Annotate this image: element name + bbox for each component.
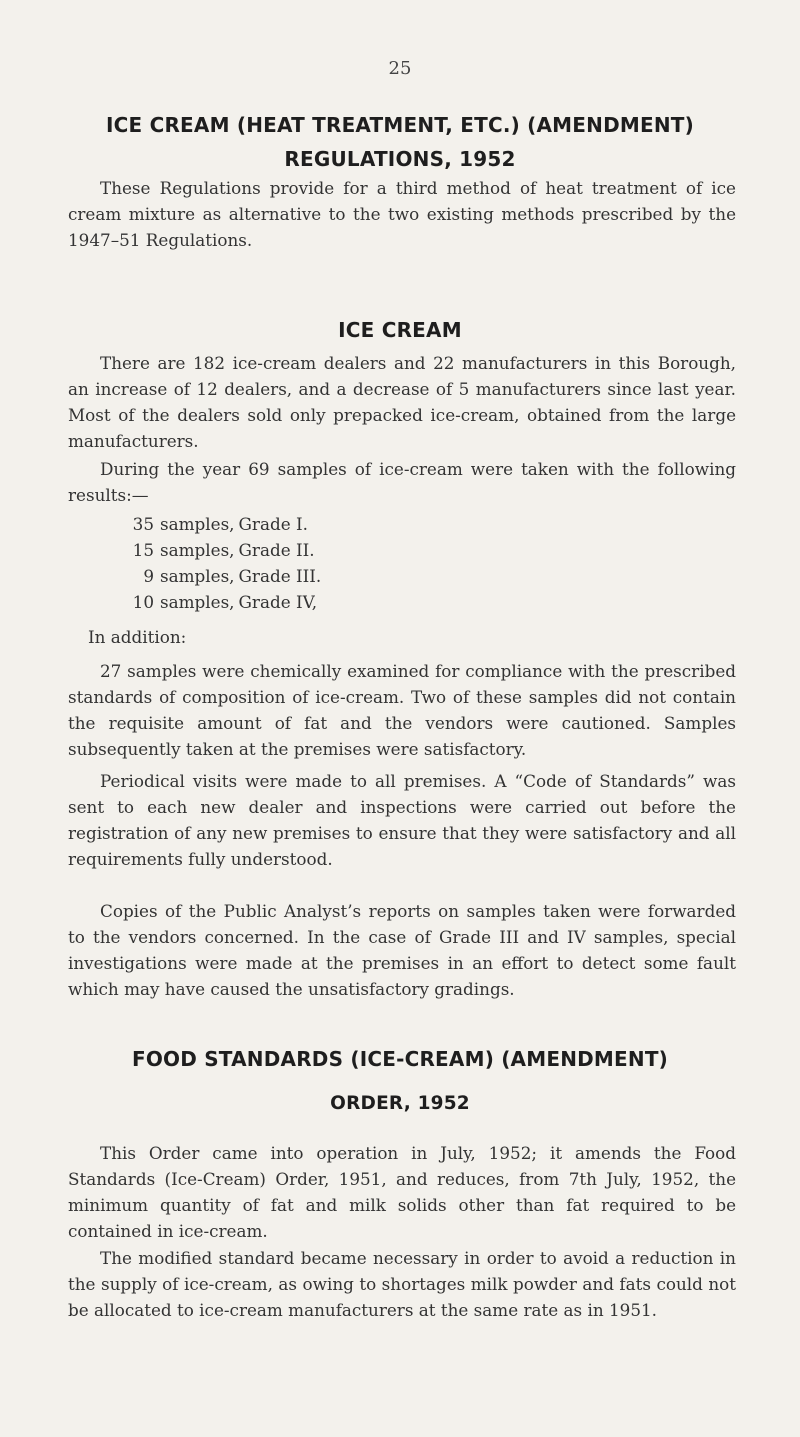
section2-paragraph4: Periodical visits were made to all premises. A “Code of Standards” was sent to each new dealer and inspections were carried out before the registration of any new premises to ensure that they were satisfactory and all requirements fully understood. (68, 771, 736, 869)
samples-row (100, 589, 321, 615)
section1-paragraph: These Regulations provide for a third method of heat treatment of ice cream mixture as alternative to the two existing methods prescribed by the 1947–51 Regulations. (68, 178, 736, 250)
sample-label: samples, (160, 514, 235, 534)
samples-list (100, 511, 321, 615)
sample-grade: Grade II. (238, 540, 315, 560)
section1-heading-line1: ICE CREAM (HEAT TREATMENT, ETC.) (AMENDMENT) (106, 113, 694, 137)
samples-row (100, 511, 321, 537)
sample-grade: Grade IV, (238, 592, 318, 612)
section2-heading: ICE CREAM (338, 318, 462, 342)
sample-count: 10 (132, 592, 154, 612)
section2-paragraph5: Copies of the Public Analyst’s reports on samples taken were forwarded to the vendors concerned. In the case of Grade III and IV samples, special investigations were made at the premises in an effort to detect some fault which may have caused the unsatisfactory gradings. (68, 901, 736, 999)
section3-heading-line2: ORDER, 1952 (330, 1093, 470, 1114)
sample-count: 15 (132, 540, 154, 560)
sample-label: samples, (160, 566, 235, 586)
sample-grade: Grade III. (238, 566, 322, 586)
section2-paragraph1: There are 182 ice-cream dealers and 22 manufacturers in this Borough, an increase of 12 dealers, and a decrease of 5 manufacturers since last year. Most of the dealers sold only prepacked ice-cream, obtained from the large manufacturers. (68, 353, 736, 451)
page-number: 25 (388, 58, 412, 79)
samples-row (100, 563, 321, 589)
section3-paragraph1: This Order came into operation in July, 1952; it amends the Food Standards (Ice-Cream) Order, 1951, and reduces, from 7th July, 1952, the minimum quantity of fat and milk solids other than fat required to be contained in ice-cream. (68, 1143, 736, 1241)
sample-grade: Grade I. (238, 514, 308, 534)
section1-heading-line2: REGULATIONS, 1952 (284, 147, 516, 171)
sample-count: 9 (143, 566, 154, 586)
sample-label: samples, (160, 540, 235, 560)
sample-label: samples, (160, 592, 235, 612)
samples-row (100, 537, 321, 563)
section3-heading-line1: FOOD STANDARDS (ICE-CREAM) (AMENDMENT) (131, 1047, 669, 1071)
section2-paragraph3: 27 samples were chemically examined for compliance with the prescribed standards of composition of ice-cream. Two of these samples did not contain the requisite amount of fat and the vendors were cautioned. Samples subsequently taken at the premises were satisfactory. (68, 661, 736, 759)
in-addition-label: In addition: (88, 627, 187, 647)
sample-count: 35 (132, 514, 154, 534)
section3-paragraph2: The modified standard became necessary in order to avoid a reduction in the supply of ice-cream, as owing to shortages milk powder and fats could not be allocated to ice-cream manufacturers at the same rate as in 1951. (68, 1248, 736, 1320)
section2-paragraph2: During the year 69 samples of ice-cream were taken with the following results:— (68, 459, 736, 505)
